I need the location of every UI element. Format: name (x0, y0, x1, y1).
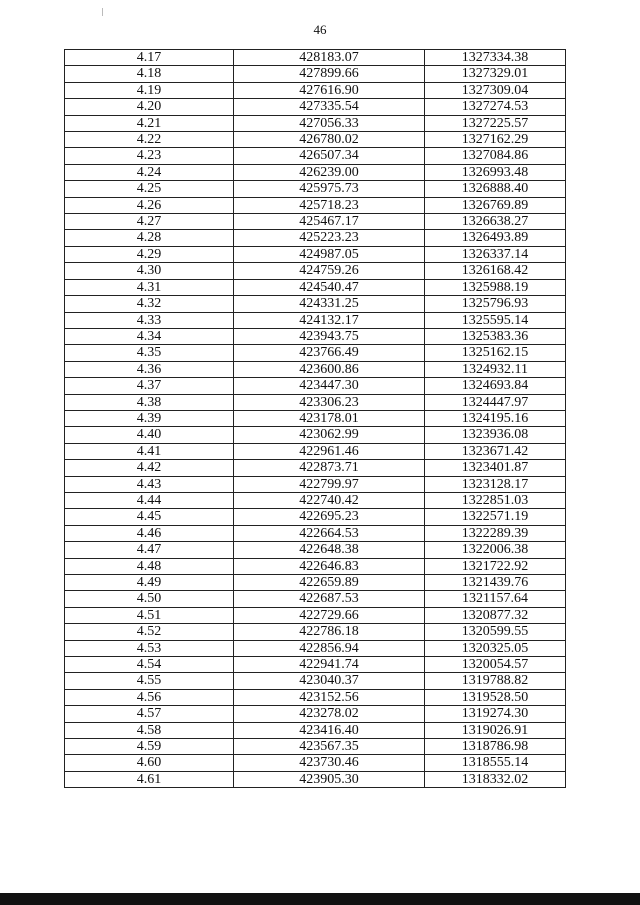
table-row (65, 558, 566, 574)
point-number-cell: 4.38 (65, 394, 234, 410)
table-row (65, 443, 566, 459)
table-row (65, 378, 566, 394)
x-coordinate-cell: 423766.49 (234, 345, 425, 361)
y-coordinate-cell: 1324932.11 (425, 361, 566, 377)
y-coordinate-cell: 1327084.86 (425, 148, 566, 164)
point-number-cell: 4.18 (65, 66, 234, 82)
table-row (65, 591, 566, 607)
x-coordinate-cell: 426780.02 (234, 132, 425, 148)
y-coordinate-cell: 1326638.27 (425, 214, 566, 230)
table-row (65, 230, 566, 246)
point-number-cell: 4.43 (65, 476, 234, 492)
point-number-cell: 4.46 (65, 525, 234, 541)
y-coordinate-cell: 1325988.19 (425, 279, 566, 295)
point-number-cell: 4.22 (65, 132, 234, 148)
point-number-cell: 4.59 (65, 739, 234, 755)
point-number-cell: 4.39 (65, 410, 234, 426)
point-number-cell: 4.20 (65, 99, 234, 115)
table-row (65, 394, 566, 410)
x-coordinate-cell: 423152.56 (234, 689, 425, 705)
x-coordinate-cell: 422873.71 (234, 460, 425, 476)
point-number-cell: 4.25 (65, 181, 234, 197)
x-coordinate-cell: 424540.47 (234, 279, 425, 295)
table-row (65, 66, 566, 82)
table-row (65, 312, 566, 328)
point-number-cell: 4.34 (65, 328, 234, 344)
point-number-cell: 4.44 (65, 492, 234, 508)
x-coordinate-cell: 423178.01 (234, 410, 425, 426)
scan-bottom-edge (0, 893, 640, 905)
y-coordinate-cell: 1321157.64 (425, 591, 566, 607)
y-coordinate-cell: 1327225.57 (425, 115, 566, 131)
point-number-cell: 4.17 (65, 50, 234, 66)
x-coordinate-cell: 422687.53 (234, 591, 425, 607)
point-number-cell: 4.56 (65, 689, 234, 705)
table-row (65, 361, 566, 377)
point-number-cell: 4.57 (65, 706, 234, 722)
table-row (65, 197, 566, 213)
x-coordinate-cell: 422941.74 (234, 657, 425, 673)
table-row (65, 132, 566, 148)
x-coordinate-cell: 425467.17 (234, 214, 425, 230)
point-number-cell: 4.26 (65, 197, 234, 213)
y-coordinate-cell: 1325796.93 (425, 296, 566, 312)
table-row (65, 148, 566, 164)
x-coordinate-cell: 423447.30 (234, 378, 425, 394)
x-coordinate-cell: 422740.42 (234, 492, 425, 508)
table-row (65, 181, 566, 197)
table-row (65, 279, 566, 295)
y-coordinate-cell: 1319026.91 (425, 722, 566, 738)
x-coordinate-cell: 423416.40 (234, 722, 425, 738)
point-number-cell: 4.19 (65, 82, 234, 98)
x-coordinate-cell: 422786.18 (234, 624, 425, 640)
x-coordinate-cell: 422799.97 (234, 476, 425, 492)
point-number-cell: 4.52 (65, 624, 234, 640)
point-number-cell: 4.61 (65, 771, 234, 787)
table-row (65, 509, 566, 525)
y-coordinate-cell: 1322289.39 (425, 525, 566, 541)
table-row (65, 722, 566, 738)
point-number-cell: 4.47 (65, 542, 234, 558)
y-coordinate-cell: 1327334.38 (425, 50, 566, 66)
x-coordinate-cell: 422664.53 (234, 525, 425, 541)
y-coordinate-cell: 1320877.32 (425, 607, 566, 623)
y-coordinate-cell: 1326888.40 (425, 181, 566, 197)
table-row (65, 673, 566, 689)
table-row (65, 657, 566, 673)
table-row (65, 99, 566, 115)
y-coordinate-cell: 1324693.84 (425, 378, 566, 394)
x-coordinate-cell: 425718.23 (234, 197, 425, 213)
point-number-cell: 4.29 (65, 246, 234, 262)
point-number-cell: 4.21 (65, 115, 234, 131)
table-row (65, 115, 566, 131)
point-number-cell: 4.48 (65, 558, 234, 574)
point-number-cell: 4.42 (65, 460, 234, 476)
point-number-cell: 4.33 (65, 312, 234, 328)
y-coordinate-cell: 1325162.15 (425, 345, 566, 361)
x-coordinate-cell: 428183.07 (234, 50, 425, 66)
y-coordinate-cell: 1321439.76 (425, 575, 566, 591)
table-row (65, 624, 566, 640)
y-coordinate-cell: 1327274.53 (425, 99, 566, 115)
y-coordinate-cell: 1327162.29 (425, 132, 566, 148)
table-row (65, 771, 566, 787)
point-number-cell: 4.24 (65, 164, 234, 180)
x-coordinate-cell: 423278.02 (234, 706, 425, 722)
x-coordinate-cell: 425223.23 (234, 230, 425, 246)
point-number-cell: 4.50 (65, 591, 234, 607)
y-coordinate-cell: 1319528.50 (425, 689, 566, 705)
x-coordinate-cell: 427616.90 (234, 82, 425, 98)
y-coordinate-cell: 1322006.38 (425, 542, 566, 558)
point-number-cell: 4.41 (65, 443, 234, 459)
y-coordinate-cell: 1319274.30 (425, 706, 566, 722)
x-coordinate-cell: 423730.46 (234, 755, 425, 771)
point-number-cell: 4.27 (65, 214, 234, 230)
y-coordinate-cell: 1323401.87 (425, 460, 566, 476)
y-coordinate-cell: 1326337.14 (425, 246, 566, 262)
x-coordinate-cell: 424132.17 (234, 312, 425, 328)
coordinates-table-body (65, 50, 566, 788)
x-coordinate-cell: 422729.66 (234, 607, 425, 623)
table-row (65, 427, 566, 443)
point-number-cell: 4.30 (65, 263, 234, 279)
point-number-cell: 4.60 (65, 755, 234, 771)
y-coordinate-cell: 1323128.17 (425, 476, 566, 492)
point-number-cell: 4.37 (65, 378, 234, 394)
x-coordinate-cell: 427056.33 (234, 115, 425, 131)
x-coordinate-cell: 427899.66 (234, 66, 425, 82)
y-coordinate-cell: 1327329.01 (425, 66, 566, 82)
y-coordinate-cell: 1327309.04 (425, 82, 566, 98)
table-row (65, 575, 566, 591)
x-coordinate-cell: 423600.86 (234, 361, 425, 377)
point-number-cell: 4.54 (65, 657, 234, 673)
coordinates-table (64, 49, 566, 788)
table-row (65, 164, 566, 180)
x-coordinate-cell: 424331.25 (234, 296, 425, 312)
y-coordinate-cell: 1324195.16 (425, 410, 566, 426)
x-coordinate-cell: 426239.00 (234, 164, 425, 180)
x-coordinate-cell: 423040.37 (234, 673, 425, 689)
y-coordinate-cell: 1320054.57 (425, 657, 566, 673)
table-row (65, 706, 566, 722)
point-number-cell: 4.35 (65, 345, 234, 361)
table-row (65, 607, 566, 623)
point-number-cell: 4.28 (65, 230, 234, 246)
table-row (65, 460, 566, 476)
y-coordinate-cell: 1326993.48 (425, 164, 566, 180)
scan-mark (102, 8, 103, 16)
y-coordinate-cell: 1320325.05 (425, 640, 566, 656)
y-coordinate-cell: 1318786.98 (425, 739, 566, 755)
y-coordinate-cell: 1321722.92 (425, 558, 566, 574)
x-coordinate-cell: 425975.73 (234, 181, 425, 197)
x-coordinate-cell: 423905.30 (234, 771, 425, 787)
table-row (65, 755, 566, 771)
point-number-cell: 4.36 (65, 361, 234, 377)
table-row (65, 263, 566, 279)
table-row (65, 492, 566, 508)
point-number-cell: 4.31 (65, 279, 234, 295)
page-number: 46 (313, 22, 327, 37)
x-coordinate-cell: 427335.54 (234, 99, 425, 115)
point-number-cell: 4.53 (65, 640, 234, 656)
table-row (65, 525, 566, 541)
table-row (65, 296, 566, 312)
y-coordinate-cell: 1320599.55 (425, 624, 566, 640)
table-row (65, 50, 566, 66)
point-number-cell: 4.32 (65, 296, 234, 312)
point-number-cell: 4.23 (65, 148, 234, 164)
point-number-cell: 4.55 (65, 673, 234, 689)
y-coordinate-cell: 1325383.36 (425, 328, 566, 344)
y-coordinate-cell: 1326769.89 (425, 197, 566, 213)
x-coordinate-cell: 423306.23 (234, 394, 425, 410)
y-coordinate-cell: 1323671.42 (425, 443, 566, 459)
x-coordinate-cell: 424759.26 (234, 263, 425, 279)
x-coordinate-cell: 426507.34 (234, 148, 425, 164)
x-coordinate-cell: 423943.75 (234, 328, 425, 344)
y-coordinate-cell: 1325595.14 (425, 312, 566, 328)
y-coordinate-cell: 1319788.82 (425, 673, 566, 689)
x-coordinate-cell: 422659.89 (234, 575, 425, 591)
x-coordinate-cell: 423062.99 (234, 427, 425, 443)
x-coordinate-cell: 422646.83 (234, 558, 425, 574)
y-coordinate-cell: 1323936.08 (425, 427, 566, 443)
y-coordinate-cell: 1326493.89 (425, 230, 566, 246)
table-row (65, 739, 566, 755)
table-row (65, 82, 566, 98)
table-row (65, 542, 566, 558)
y-coordinate-cell: 1324447.97 (425, 394, 566, 410)
table-row (65, 214, 566, 230)
x-coordinate-cell: 423567.35 (234, 739, 425, 755)
point-number-cell: 4.40 (65, 427, 234, 443)
y-coordinate-cell: 1318555.14 (425, 755, 566, 771)
table-row (65, 328, 566, 344)
table-row (65, 410, 566, 426)
y-coordinate-cell: 1326168.42 (425, 263, 566, 279)
y-coordinate-cell: 1322571.19 (425, 509, 566, 525)
table-row (65, 689, 566, 705)
point-number-cell: 4.45 (65, 509, 234, 525)
point-number-cell: 4.51 (65, 607, 234, 623)
x-coordinate-cell: 422695.23 (234, 509, 425, 525)
x-coordinate-cell: 422856.94 (234, 640, 425, 656)
table-row (65, 246, 566, 262)
table-row (65, 640, 566, 656)
point-number-cell: 4.49 (65, 575, 234, 591)
y-coordinate-cell: 1318332.02 (425, 771, 566, 787)
x-coordinate-cell: 422648.38 (234, 542, 425, 558)
point-number-cell: 4.58 (65, 722, 234, 738)
table-row (65, 345, 566, 361)
x-coordinate-cell: 422961.46 (234, 443, 425, 459)
y-coordinate-cell: 1322851.03 (425, 492, 566, 508)
table-row (65, 476, 566, 492)
x-coordinate-cell: 424987.05 (234, 246, 425, 262)
